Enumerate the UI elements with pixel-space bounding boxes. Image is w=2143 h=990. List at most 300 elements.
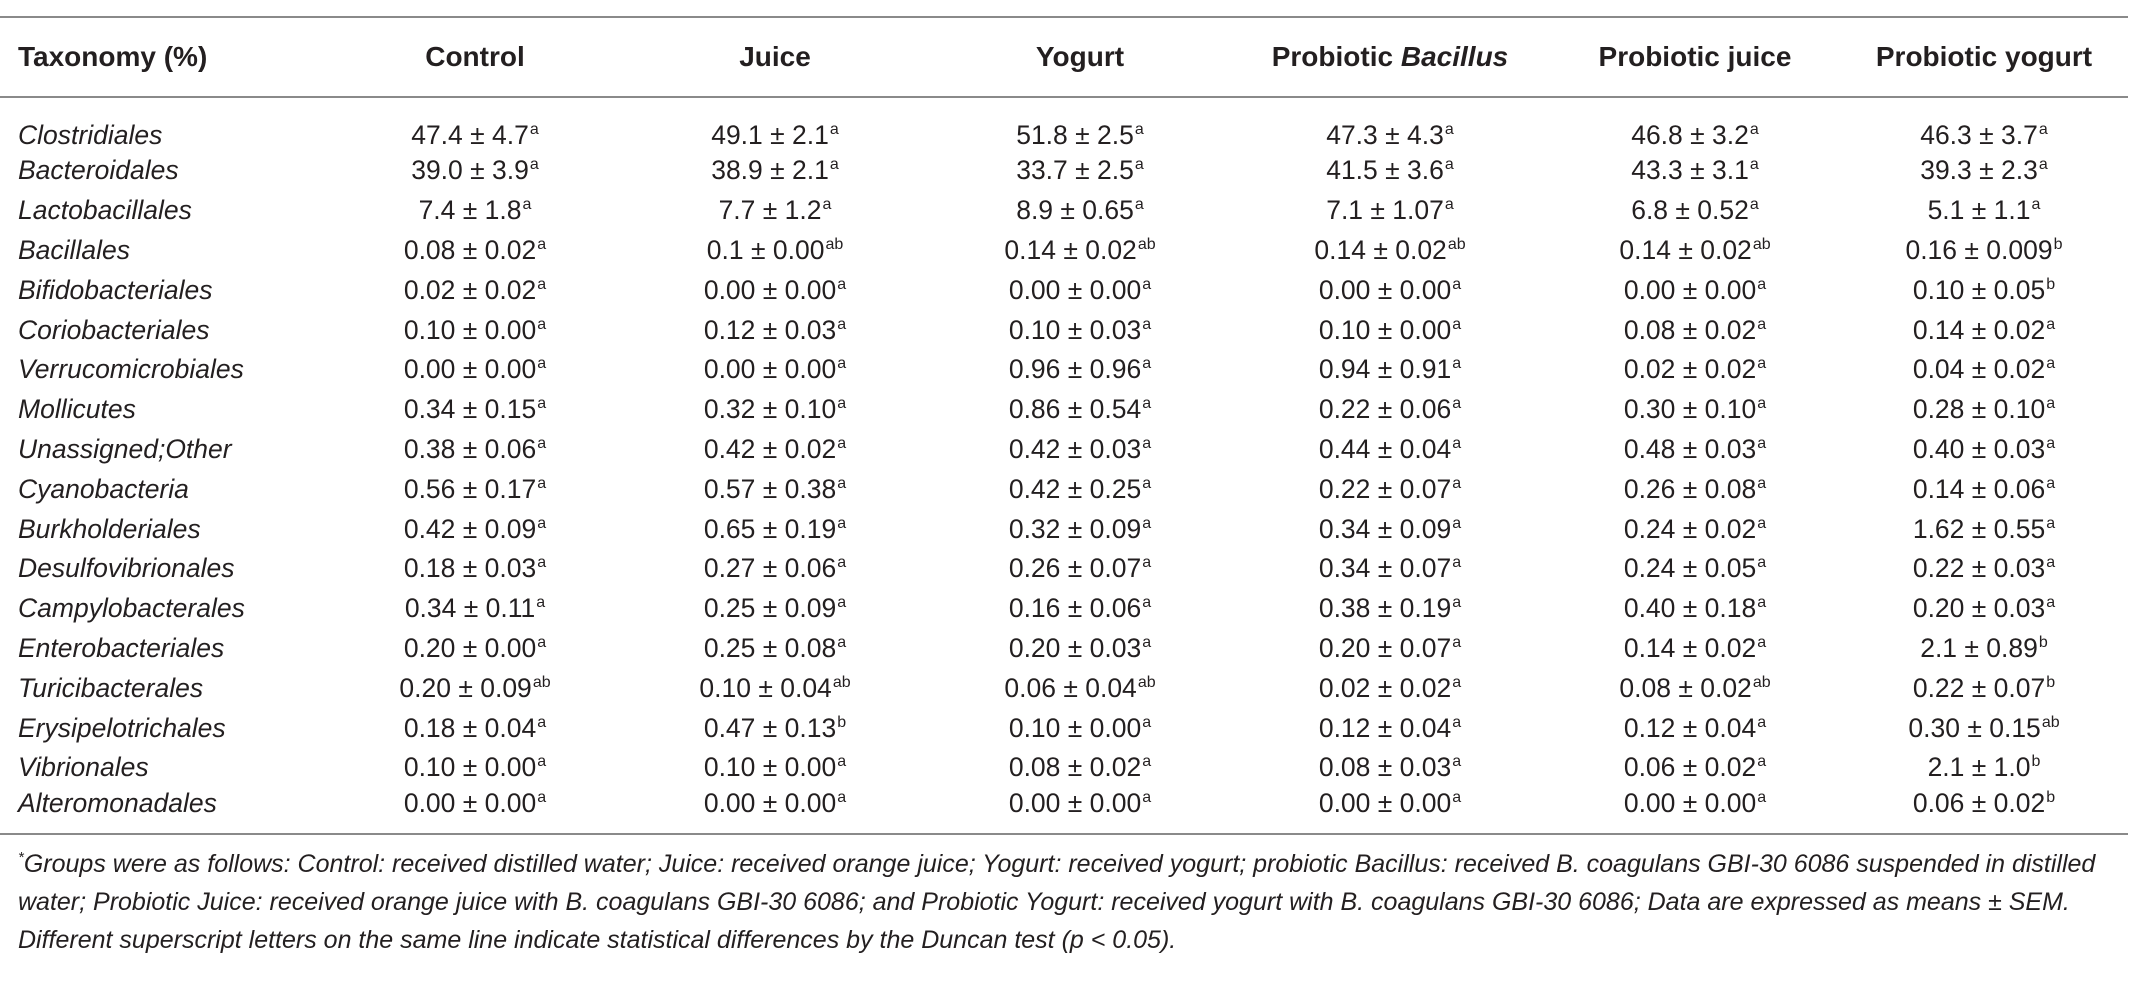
value-cell — [330, 350, 620, 390]
value-cell — [1550, 509, 1840, 549]
value-cell — [330, 509, 620, 549]
table-row — [0, 788, 2128, 834]
mean-sem-value: 0.34 ± 0.15 — [403, 394, 537, 425]
mean-sem-value: 0.08 ± 0.02 — [1623, 314, 1757, 345]
value-cell — [930, 231, 1230, 271]
value-cell — [1550, 191, 1840, 231]
significance-letter: a — [537, 753, 547, 771]
mean-sem-value: 0.06 ± 0.02 — [1912, 787, 2046, 818]
value-cell — [1840, 629, 2128, 669]
significance-letter: a — [2031, 196, 2041, 214]
value-cell — [930, 430, 1230, 470]
mean-sem-value: 1.62 ± 0.55 — [1912, 513, 2046, 544]
significance-letter: a — [1134, 156, 1144, 174]
mean-sem-value: 5.1 ± 1.1 — [1927, 195, 2031, 226]
mean-sem-value: 0.65 ± 0.19 — [703, 513, 837, 544]
mean-sem-value: 0.10 ± 0.00 — [1008, 712, 1142, 743]
significance-letter: a — [1749, 121, 1759, 138]
value-cell — [330, 191, 620, 231]
value-cell — [330, 151, 620, 191]
value-cell — [1840, 788, 2128, 834]
value-cell — [1230, 589, 1550, 629]
mean-sem-value: 0.26 ± 0.08 — [1623, 473, 1757, 504]
value-cell — [1550, 310, 1840, 350]
taxon-name: Desulfovibrionales — [18, 553, 235, 584]
taxon-name: Bacteroidales — [18, 155, 179, 186]
mean-sem-value: 2.1 ± 0.89 — [1920, 632, 2038, 663]
significance-letter: a — [1452, 633, 1462, 651]
value-cell — [1550, 350, 1840, 390]
significance-letter: a — [1142, 474, 1152, 492]
significance-letter: a — [1142, 594, 1152, 612]
mean-sem-value: 0.42 ± 0.09 — [403, 513, 537, 544]
value-cell — [330, 310, 620, 350]
value-cell — [330, 708, 620, 748]
mean-sem-value: 0.42 ± 0.25 — [1008, 473, 1142, 504]
mean-sem-value: 7.1 ± 1.07 — [1326, 195, 1444, 226]
value-cell — [1840, 390, 2128, 430]
mean-sem-value: 47.3 ± 4.3 — [1326, 120, 1444, 150]
mean-sem-value: 0.30 ± 0.15 — [1908, 712, 2041, 743]
table-header — [0, 17, 2128, 97]
value-cell — [1230, 549, 1550, 589]
mean-sem-value: 51.8 ± 2.5 — [1016, 120, 1134, 150]
significance-letter: a — [1452, 395, 1462, 413]
mean-sem-value: 0.14 ± 0.02 — [1004, 234, 1137, 265]
value-cell — [620, 430, 930, 470]
significance-letter: a — [1757, 514, 1767, 532]
mean-sem-value: 0.14 ± 0.06 — [1912, 473, 2046, 504]
mean-sem-value: 46.8 ± 3.2 — [1631, 120, 1749, 150]
significance-letter: a — [1134, 121, 1144, 138]
value-cell — [1550, 629, 1840, 669]
mean-sem-value: 49.1 ± 2.1 — [711, 120, 829, 150]
mean-sem-value: 0.47 ± 0.13 — [703, 712, 837, 743]
mean-sem-value: 0.48 ± 0.03 — [1623, 433, 1757, 464]
taxon-name: Enterobacteriales — [18, 632, 225, 663]
significance-letter: a — [2046, 594, 2056, 612]
mean-sem-value: 0.24 ± 0.05 — [1623, 553, 1757, 584]
table-row — [0, 469, 2128, 509]
header-yogurt: Yogurt — [930, 17, 1230, 97]
significance-letter: a — [1452, 275, 1462, 293]
significance-letter: ab — [2041, 713, 2060, 731]
mean-sem-value: 0.10 ± 0.00 — [703, 752, 837, 783]
value-cell — [1230, 629, 1550, 669]
mean-sem-value: 0.00 ± 0.00 — [703, 274, 837, 305]
taxon-name: Burkholderiales — [18, 513, 201, 544]
significance-letter: a — [1142, 554, 1152, 572]
footnote-marker: * — [18, 849, 24, 866]
header-probiotic-yogurt: Probiotic yogurt — [1840, 17, 2128, 97]
taxon-name: Bifidobacteriales — [18, 274, 213, 305]
mean-sem-value: 0.22 ± 0.07 — [1318, 473, 1452, 504]
value-cell — [1550, 390, 1840, 430]
value-cell — [620, 788, 930, 834]
significance-letter: a — [1142, 355, 1152, 373]
value-cell — [620, 231, 930, 271]
taxonomy-table — [0, 16, 2128, 835]
significance-letter: a — [837, 395, 847, 413]
mean-sem-value: 0.08 ± 0.03 — [1318, 752, 1452, 783]
mean-sem-value: 0.10 ± 0.00 — [403, 752, 537, 783]
mean-sem-value: 0.12 ± 0.04 — [1318, 712, 1452, 743]
significance-letter: a — [829, 156, 839, 174]
value-cell — [1230, 350, 1550, 390]
header-taxonomy: Taxonomy (%) — [0, 17, 330, 97]
mean-sem-value: 0.24 ± 0.02 — [1623, 513, 1757, 544]
mean-sem-value: 0.86 ± 0.54 — [1008, 394, 1142, 425]
value-cell — [1840, 270, 2128, 310]
value-cell — [1550, 270, 1840, 310]
mean-sem-value: 0.00 ± 0.00 — [1008, 787, 1142, 818]
mean-sem-value: 0.34 ± 0.09 — [1318, 513, 1452, 544]
mean-sem-value: 0.1 ± 0.00 — [706, 234, 825, 265]
table-row — [0, 310, 2128, 350]
value-cell — [1840, 469, 2128, 509]
value-cell — [930, 151, 1230, 191]
significance-letter: a — [537, 355, 547, 373]
significance-letter: ab — [532, 673, 551, 691]
significance-letter: a — [1757, 753, 1767, 771]
significance-letter: b — [2046, 788, 2056, 806]
significance-letter: a — [1757, 395, 1767, 413]
header-probiotic-bacillus-italic: Bacillus — [1400, 41, 1509, 72]
significance-letter: a — [2046, 474, 2056, 492]
taxon-name: Alteromonadales — [0, 788, 330, 834]
significance-letter: a — [1444, 196, 1454, 214]
mean-sem-value: 8.9 ± 0.65 — [1016, 195, 1134, 226]
significance-letter: a — [2046, 395, 2056, 413]
mean-sem-value: 0.32 ± 0.10 — [703, 394, 837, 425]
value-cell — [930, 390, 1230, 430]
significance-letter: a — [537, 554, 547, 572]
mean-sem-value: 0.22 ± 0.07 — [1912, 672, 2046, 703]
value-cell — [1230, 191, 1550, 231]
value-cell — [930, 270, 1230, 310]
mean-sem-value: 0.40 ± 0.18 — [1623, 593, 1757, 624]
significance-letter: a — [1757, 434, 1767, 452]
significance-letter: a — [837, 514, 847, 532]
value-cell — [1550, 708, 1840, 748]
mean-sem-value: 47.4 ± 4.7 — [411, 120, 529, 150]
mean-sem-value: 0.56 ± 0.17 — [403, 473, 537, 504]
taxon-name: Clostridiales — [18, 120, 163, 150]
mean-sem-value: 41.5 ± 3.6 — [1326, 155, 1444, 186]
mean-sem-value: 0.00 ± 0.00 — [403, 354, 537, 385]
significance-letter: a — [2038, 121, 2048, 138]
taxon-name: Coriobacteriales — [18, 314, 210, 345]
mean-sem-value: 0.20 ± 0.09 — [399, 672, 532, 703]
mean-sem-value: 0.38 ± 0.19 — [1318, 593, 1452, 624]
value-cell — [330, 589, 620, 629]
significance-letter: a — [1757, 633, 1767, 651]
value-cell — [1230, 509, 1550, 549]
value-cell — [1550, 668, 1840, 708]
value-cell — [620, 390, 930, 430]
value-cell — [1230, 270, 1550, 310]
value-cell — [930, 788, 1230, 834]
taxon-name: Campylobacterales — [18, 593, 245, 624]
value-cell — [1550, 151, 1840, 191]
significance-letter: a — [537, 474, 547, 492]
significance-letter: a — [1142, 633, 1152, 651]
significance-letter: a — [1452, 474, 1462, 492]
table-row — [0, 509, 2128, 549]
significance-letter: a — [1757, 474, 1767, 492]
value-cell — [330, 469, 620, 509]
mean-sem-value: 0.04 ± 0.02 — [1912, 354, 2046, 385]
value-cell — [1550, 97, 1840, 151]
mean-sem-value: 39.3 ± 2.3 — [1920, 155, 2038, 186]
value-cell — [1840, 708, 2128, 748]
value-cell — [1230, 788, 1550, 834]
value-cell — [330, 390, 620, 430]
mean-sem-value: 0.02 ± 0.02 — [1623, 354, 1757, 385]
significance-letter: a — [1757, 788, 1767, 806]
mean-sem-value: 0.96 ± 0.96 — [1008, 354, 1142, 385]
significance-letter: a — [837, 594, 847, 612]
significance-letter: a — [522, 196, 532, 214]
value-cell — [330, 549, 620, 589]
significance-letter: a — [1452, 753, 1462, 771]
value-cell — [620, 509, 930, 549]
value-cell — [1840, 231, 2128, 271]
taxon-name: Bacillales — [18, 234, 130, 265]
significance-letter: a — [1134, 196, 1144, 214]
mean-sem-value: 0.06 ± 0.04 — [1004, 672, 1137, 703]
value-cell — [930, 668, 1230, 708]
table-row — [0, 151, 2128, 191]
mean-sem-value: 0.00 ± 0.00 — [703, 354, 837, 385]
mean-sem-value: 0.40 ± 0.03 — [1912, 433, 2046, 464]
value-cell — [1550, 469, 1840, 509]
significance-letter: a — [837, 633, 847, 651]
mean-sem-value: 33.7 ± 2.5 — [1016, 155, 1134, 186]
significance-letter: a — [2046, 434, 2056, 452]
mean-sem-value: 0.25 ± 0.09 — [703, 593, 837, 624]
significance-letter: ab — [1752, 673, 1771, 691]
value-cell — [1840, 668, 2128, 708]
value-cell — [620, 708, 930, 748]
value-cell — [330, 788, 620, 834]
taxon-name: Cyanobacteria — [18, 473, 189, 504]
mean-sem-value: 0.10 ± 0.00 — [1318, 314, 1452, 345]
mean-sem-value: 6.8 ± 0.52 — [1631, 195, 1749, 226]
mean-sem-value: 0.16 ± 0.009 — [1905, 234, 2053, 265]
table-row — [0, 629, 2128, 669]
table-body — [0, 97, 2128, 834]
mean-sem-value: 0.94 ± 0.91 — [1318, 354, 1452, 385]
significance-letter: a — [1757, 315, 1767, 333]
table-row — [0, 97, 2128, 151]
mean-sem-value: 0.16 ± 0.06 — [1008, 593, 1142, 624]
mean-sem-value: 0.06 ± 0.02 — [1623, 752, 1757, 783]
table-row — [0, 708, 2128, 748]
significance-letter: a — [1142, 713, 1152, 731]
value-cell — [330, 668, 620, 708]
header-control: Control — [330, 17, 620, 97]
mean-sem-value: 0.44 ± 0.04 — [1318, 433, 1452, 464]
value-cell — [930, 748, 1230, 788]
value-cell — [1230, 469, 1550, 509]
mean-sem-value: 2.1 ± 1.0 — [1927, 752, 2031, 783]
mean-sem-value: 0.14 ± 0.02 — [1912, 314, 2046, 345]
mean-sem-value: 0.10 ± 0.05 — [1912, 274, 2046, 305]
value-cell — [1840, 430, 2128, 470]
significance-letter: a — [837, 315, 847, 333]
significance-letter: a — [537, 514, 547, 532]
value-cell — [330, 629, 620, 669]
value-cell — [1840, 97, 2128, 151]
significance-letter: a — [529, 121, 539, 138]
value-cell — [1230, 748, 1550, 788]
significance-letter: a — [1142, 395, 1152, 413]
mean-sem-value: 43.3 ± 3.1 — [1631, 155, 1749, 186]
mean-sem-value: 0.00 ± 0.00 — [703, 787, 837, 818]
value-cell — [1230, 430, 1550, 470]
value-cell — [330, 748, 620, 788]
value-cell — [620, 151, 930, 191]
mean-sem-value: 0.57 ± 0.38 — [703, 473, 837, 504]
value-cell — [930, 350, 1230, 390]
significance-letter: a — [537, 275, 547, 293]
taxon-name: Mollicutes — [18, 394, 136, 425]
value-cell — [330, 270, 620, 310]
mean-sem-value: 7.7 ± 1.2 — [718, 195, 822, 226]
significance-letter: a — [536, 594, 546, 612]
mean-sem-value: 0.42 ± 0.03 — [1008, 433, 1142, 464]
significance-letter: a — [2046, 315, 2056, 333]
significance-letter: a — [837, 275, 847, 293]
header-row — [0, 17, 2128, 97]
significance-letter: a — [2046, 514, 2056, 532]
mean-sem-value: 0.12 ± 0.04 — [1623, 712, 1757, 743]
taxon-name: Erysipelotrichales — [18, 712, 226, 743]
significance-letter: a — [837, 753, 847, 771]
significance-letter: a — [537, 633, 547, 651]
value-cell — [1840, 589, 2128, 629]
significance-letter: a — [1757, 713, 1767, 731]
significance-letter: a — [1142, 315, 1152, 333]
mean-sem-value: 0.18 ± 0.04 — [403, 712, 537, 743]
value-cell — [620, 668, 930, 708]
mean-sem-value: 39.0 ± 3.9 — [411, 155, 529, 186]
value-cell — [930, 191, 1230, 231]
mean-sem-value: 0.08 ± 0.02 — [403, 234, 537, 265]
value-cell — [1230, 668, 1550, 708]
footnote-text: Groups were as follows: Control: received distilled water; Juice: received orange juice; Yogurt: received yogurt; probiotic Bacillus: received B. coagulans GBI-30 6086 suspended in distilled water; Probiotic Juice: received orange juice with B. coagulans GBI-30 6086; and Probiotic Yogurt: received yogurt with B. coagulans GBI-30 6086; Data are expressed as means ± SEM. Different superscript letters on the same line indicate statistical differences by the Duncan test (p < 0.05). — [18, 850, 2096, 954]
mean-sem-value: 0.20 ± 0.03 — [1008, 632, 1142, 663]
mean-sem-value: 0.14 ± 0.02 — [1623, 632, 1757, 663]
table-row — [0, 430, 2128, 470]
taxon-name: Lactobacillales — [18, 195, 192, 226]
significance-letter: b — [2046, 673, 2056, 691]
mean-sem-value: 0.25 ± 0.08 — [703, 632, 837, 663]
significance-letter: a — [837, 554, 847, 572]
significance-letter: b — [2046, 275, 2056, 293]
significance-letter: a — [1444, 121, 1454, 138]
value-cell — [930, 629, 1230, 669]
significance-letter: a — [1452, 673, 1462, 691]
table-row — [0, 270, 2128, 310]
value-cell — [620, 748, 930, 788]
mean-sem-value: 0.00 ± 0.00 — [1008, 274, 1142, 305]
mean-sem-value: 0.30 ± 0.10 — [1623, 394, 1757, 425]
table-row — [0, 748, 2128, 788]
significance-letter: a — [2038, 156, 2048, 174]
mean-sem-value: 0.00 ± 0.00 — [1318, 274, 1452, 305]
value-cell — [1550, 788, 1840, 834]
value-cell — [1230, 231, 1550, 271]
table-row — [0, 549, 2128, 589]
taxon-name: Turicibacterales — [18, 672, 204, 703]
value-cell — [620, 310, 930, 350]
significance-letter: a — [537, 395, 547, 413]
mean-sem-value: 0.08 ± 0.02 — [1619, 672, 1752, 703]
mean-sem-value: 0.38 ± 0.06 — [403, 433, 537, 464]
mean-sem-value: 0.32 ± 0.09 — [1008, 513, 1142, 544]
mean-sem-value: 0.08 ± 0.02 — [1008, 752, 1142, 783]
significance-letter: a — [1452, 434, 1462, 452]
mean-sem-value: 0.20 ± 0.00 — [403, 632, 537, 663]
value-cell — [930, 509, 1230, 549]
mean-sem-value: 0.14 ± 0.02 — [1619, 234, 1752, 265]
mean-sem-value: 0.14 ± 0.02 — [1314, 234, 1447, 265]
significance-letter: a — [837, 355, 847, 373]
table-footnote — [18, 845, 2118, 959]
mean-sem-value: 0.34 ± 0.11 — [404, 593, 536, 624]
significance-letter: a — [1452, 355, 1462, 373]
mean-sem-value: 46.3 ± 3.7 — [1920, 120, 2038, 150]
significance-letter: a — [1757, 554, 1767, 572]
table-row — [0, 390, 2128, 430]
mean-sem-value: 0.42 ± 0.02 — [703, 433, 837, 464]
value-cell — [1230, 310, 1550, 350]
significance-letter: a — [2046, 355, 2056, 373]
significance-letter: a — [1452, 514, 1462, 532]
significance-letter: ab — [1137, 673, 1156, 691]
significance-letter: a — [822, 196, 832, 214]
table-row — [0, 589, 2128, 629]
value-cell — [620, 469, 930, 509]
value-cell — [330, 231, 620, 271]
significance-letter: ab — [825, 235, 844, 253]
mean-sem-value: 0.10 ± 0.04 — [699, 672, 832, 703]
table-row — [0, 191, 2128, 231]
significance-letter: a — [1452, 594, 1462, 612]
significance-letter: a — [537, 434, 547, 452]
value-cell — [1230, 97, 1550, 151]
significance-letter: ab — [1752, 235, 1771, 253]
significance-letter: ab — [1137, 235, 1156, 253]
value-cell — [930, 469, 1230, 509]
significance-letter: a — [1142, 434, 1152, 452]
value-cell — [620, 97, 930, 151]
value-cell — [620, 350, 930, 390]
value-cell — [330, 430, 620, 470]
significance-letter: a — [537, 315, 547, 333]
taxon-name: Vibrionales — [18, 752, 149, 783]
significance-letter: a — [1749, 196, 1759, 214]
value-cell — [620, 549, 930, 589]
significance-letter: b — [837, 713, 847, 731]
mean-sem-value: 0.12 ± 0.03 — [703, 314, 837, 345]
mean-sem-value: 0.00 ± 0.00 — [1318, 787, 1452, 818]
mean-sem-value: 0.27 ± 0.06 — [703, 553, 837, 584]
mean-sem-value: 0.34 ± 0.07 — [1318, 553, 1452, 584]
value-cell — [1840, 509, 2128, 549]
